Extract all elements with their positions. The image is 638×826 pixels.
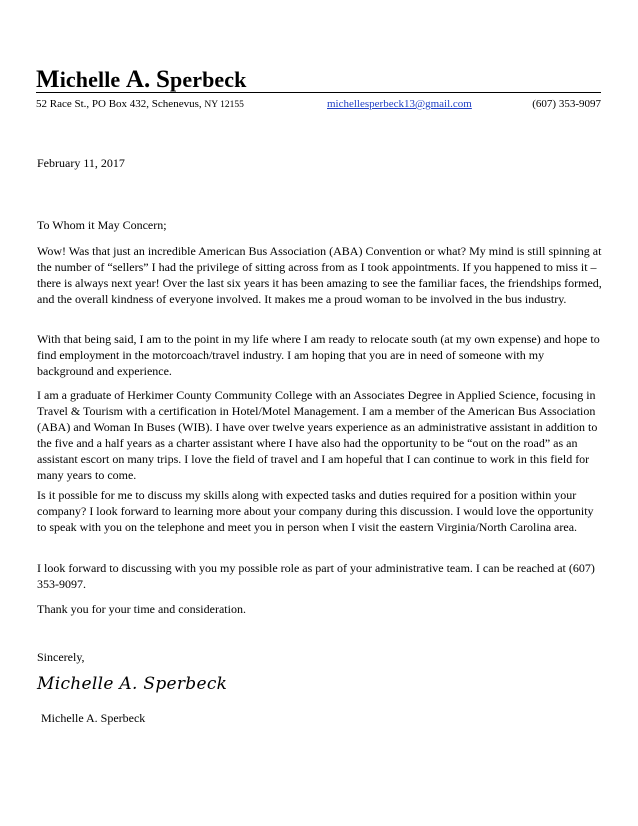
name-rule bbox=[36, 62, 601, 93]
sender-address: 52 Race St., PO Box 432, Schenevus, NY 12155 bbox=[36, 98, 244, 110]
email-link[interactable]: michellesperbeck13@gmail.com bbox=[327, 98, 472, 110]
paragraph-6: Thank you for your time and consideration. bbox=[37, 602, 246, 616]
greeting: To Whom it May Concern; bbox=[37, 218, 167, 232]
signature: Michelle A. Sperbeck bbox=[37, 674, 228, 694]
contact-line bbox=[36, 98, 601, 114]
letterhead bbox=[36, 62, 601, 114]
closing: Sincerely, bbox=[37, 650, 85, 664]
paragraph-4: Is it possible for me to discuss my skills along with expected tasks and duties required for a position within your company? I look forward to learning more about your company during this discussion. I would love the opportunity to speak with you on the telephone and meet you in person when I visit the eastern Virginia/North Carolina area. bbox=[37, 488, 594, 534]
paragraph-3: I am a graduate of Herkimer County Community College with an Associates Degree in Applied Science, focusing in Travel & Tourism with a certification in Hotel/Motel Management. I am a member of the American Bus Association (ABA) and Woman In Buses (WIB). I have over twelve years experience as an administrative assistant in addition to the five and a half years as a charter assistant where I have also had the opportunity to be “out on the road” as an assistant escort on many trips. I love the field of travel and I am hopeful that I can continue to work in this field for many years to come. bbox=[37, 388, 598, 482]
paragraph-1: Wow! Was that just an incredible American Bus Association (ABA) Convention or what? My mind is still spinning at the number of “sellers” I had the privilege of sitting across from as I took appointments. If you happened to miss it – there is always next year! Over the last six years it has been amazing to see the familiar faces, the friendships formed, and the overall kindness of everyone involved. It makes me a proud woman to be involved in the bus industry. bbox=[37, 244, 602, 306]
paragraph-5: I look forward to discussing with you my possible role as part of your administrative team. I can be reached at (607) 353-9097. bbox=[37, 561, 595, 591]
sender-name: Michelle A. Sperbeck bbox=[36, 66, 247, 93]
typed-name: Michelle A. Sperbeck bbox=[41, 711, 146, 725]
paragraph-2: With that being said, I am to the point in my life where I am ready to relocate south (at my own expense) and hope to find employment in the motorcoach/travel industry. I am hoping that you are in need of someone with my background and experience. bbox=[37, 332, 600, 378]
letter-date: February 11, 2017 bbox=[37, 156, 125, 170]
sender-phone: (607) 353-9097 bbox=[532, 98, 601, 110]
